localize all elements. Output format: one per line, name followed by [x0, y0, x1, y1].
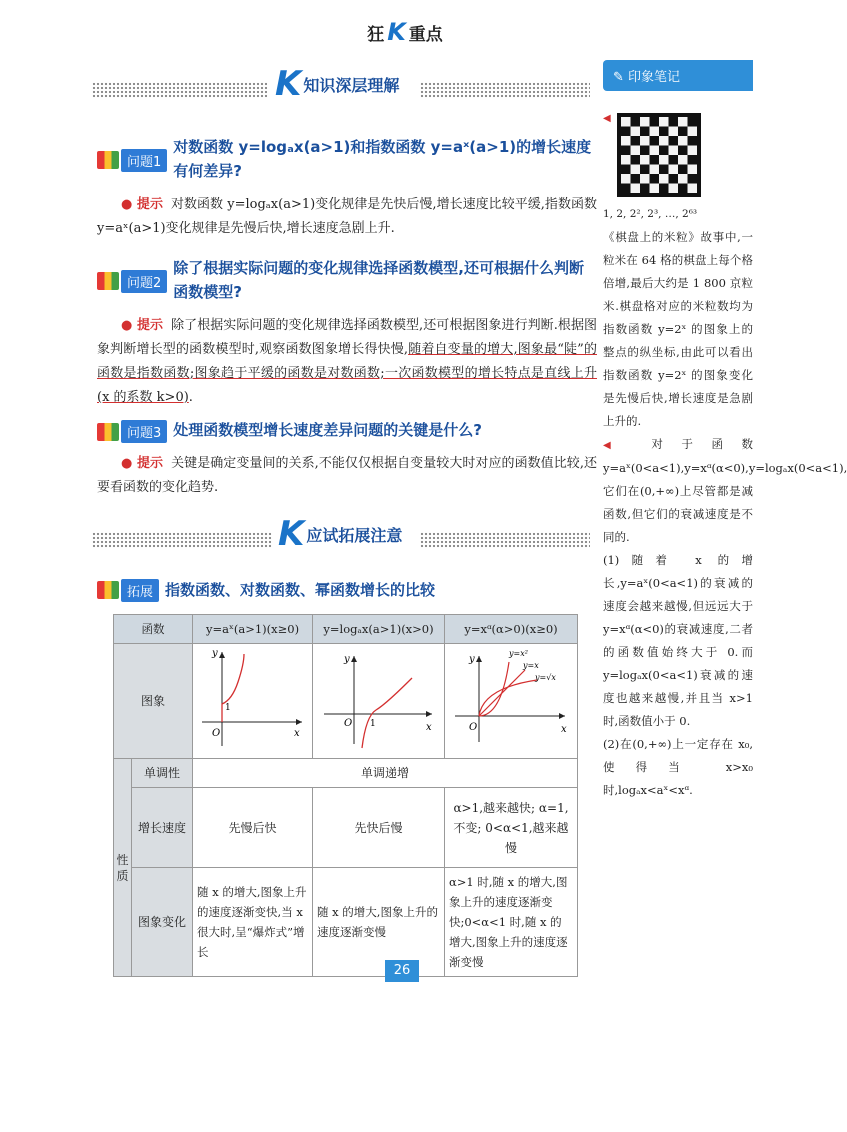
intercept-label: 1 — [369, 719, 376, 729]
k-logo-icon: K — [278, 514, 305, 554]
question-3 — [97, 418, 597, 443]
notebook-icon: ✎ — [613, 70, 624, 85]
row-label-monotonic: 单调性 — [131, 759, 192, 788]
speed-exp: 先慢后快 — [193, 788, 313, 868]
axis-y-label: y — [343, 654, 350, 665]
row-label-properties: 性质 — [114, 759, 132, 977]
extension-tag: 拓展 — [121, 579, 159, 602]
section-divider-right — [420, 532, 590, 548]
question-tag: 问题1 — [121, 149, 167, 172]
brand-right: 重点 — [408, 25, 443, 45]
sidebar-notes — [603, 60, 847, 802]
question-tag: 问题2 — [121, 270, 167, 293]
graph-power-cell — [444, 644, 577, 759]
curve-label-linear: y=x — [523, 661, 540, 670]
book-brand — [340, 18, 470, 46]
header-function: 函数 — [114, 615, 193, 644]
section-title-knowledge: K 知识深层理解 — [275, 64, 400, 104]
section-title-extension: K 应试拓展注意 — [278, 514, 403, 554]
origin-label: O — [211, 728, 220, 739]
question-tag: 问题3 — [121, 420, 167, 443]
log-graph — [314, 644, 444, 752]
row-label-speed: 增长速度 — [131, 788, 192, 868]
change-exp: 随 x 的增大,图象上升的速度逐渐变快,当 x 很大时,呈“爆炸式”增长 — [193, 868, 313, 977]
axis-x-label: x — [293, 728, 300, 739]
axis-y-label: y — [469, 654, 476, 665]
origin-label: O — [469, 722, 478, 733]
answer-2: ● 提示 除了根据实际问题的变化规律选择函数模型,还可根据图象进行判断.根据图象判断增长型的函数模型时,观察函数图象增长得快慢,随着自变量的增大,图象最“陡”的函数是指数函数;图象趋于平缓的函数是对数函数;一次函数模型的增长特点是直线上升(x 的系数 k>0). — [97, 318, 598, 405]
sidebar-header: ✎ 印象笔记 — [603, 60, 753, 91]
section-divider-left — [92, 82, 267, 98]
axis-x-label: x — [561, 724, 568, 735]
book-icon — [97, 423, 119, 441]
graph-exp-cell — [193, 644, 313, 759]
speed-log: 先快后慢 — [313, 788, 445, 868]
chessboard-icon — [617, 113, 701, 197]
answer-1: ● 提示 对数函数 y=logₐx(a>1)变化规律是先快后慢,增长速度比较平缓,指数函数 y=aˣ(a>1)变化规律是先慢后快,增长速度急剧上升. — [97, 197, 597, 236]
highlighted-answer: 随着自变量的增大,图象最“陡”的函数是指数函数;图象趋于平缓的函数是对数函数;一次函数模型的增长特点是直线上升(x 的系数 k>0) — [97, 342, 597, 405]
book-icon — [97, 581, 119, 599]
sequence-text: 1, 2, 2², 2³, …, 2⁶³ — [603, 208, 698, 220]
question-text: 处理函数模型增长速度差异问题的关键是什么? — [173, 421, 482, 439]
axis-x-label: x — [425, 722, 432, 733]
tip-label: ● 提示 — [121, 197, 163, 212]
note-decay-speed: (1)随着 x 的增长,y=aˣ(0<a<1)的衰减的速度会越来越慢,但远远大于 y=xᵅ(α<0)的衰减速度,二者的函数值始终大于 0.而 y=logₐx(0<a<1)衰减的速度也越来越慢,并且当 x>1 时,函数值小于 0. — [603, 553, 753, 728]
tip-label: ● 提示 — [121, 318, 164, 333]
brand-left: 狂 — [367, 25, 385, 45]
tip-label: ● 提示 — [121, 456, 164, 471]
question-text: 对数函数 y=logₐx(a>1)和指数函数 y=aˣ(a>1)的增长速度有何差异? — [173, 138, 592, 180]
change-log: 随 x 的增大,图象上升的速度逐渐变慢 — [313, 868, 445, 977]
curve-label-square: y=x² — [509, 649, 529, 658]
row-label-graph: 图象 — [114, 644, 193, 759]
note-existence: (2)在(0,+∞)上一定存在 x₀,使得当 x>x₀ 时,logₐx<aˣ<xᵅ. — [603, 737, 753, 797]
axis-y-label: y — [211, 648, 218, 659]
exp-graph — [194, 644, 312, 752]
monotonic-value: 单调递增 — [193, 759, 578, 788]
question-1 — [97, 135, 597, 183]
page-number: 26 — [385, 960, 419, 982]
k-logo-icon: K — [275, 64, 302, 104]
header-log: y=logₐx(a>1)(x>0) — [313, 615, 445, 644]
header-exp: y=aˣ(a>1)(x≥0) — [193, 615, 313, 644]
note-chessboard-story: 《棋盘上的米粒》故事中,一粒米在 64 格的棋盘上每个格倍增,最后大约是 1 800 京粒米.棋盘格对应的米粒数均为指数函数 y=2ˣ 的图象上的整点的纵坐标,由此可以看出指数函数 y=2ˣ 的图象变化是先慢后快,增长速度是急剧上升的. — [603, 230, 753, 428]
brand-k-logo: K — [387, 18, 406, 46]
comparison-table — [113, 614, 578, 977]
curve-label-sqrt: y=√x — [535, 673, 557, 682]
marker-icon: ◀ — [603, 440, 630, 451]
graph-log-cell — [313, 644, 445, 759]
extension-title: 指数函数、对数函数、幂函数增长的比较 — [165, 581, 436, 599]
book-icon — [97, 272, 119, 290]
section-divider-right — [420, 82, 590, 98]
origin-label: O — [343, 718, 352, 729]
marker-icon: ◀ — [603, 113, 611, 124]
speed-power: α>1,越来越快; α=1,不变; 0<α<1,越来越慢 — [444, 788, 577, 868]
change-power: α>1 时,随 x 的增大,图象上升的速度逐渐变快;0<α<1 时,随 x 的增大,图象上升的速度逐渐变慢 — [444, 868, 577, 977]
answer-3: ● 提示 关键是确定变量间的关系,不能仅仅根据自变量较大时对应的函数值比较,还要看函数的变化趋势. — [97, 456, 598, 495]
note-decreasing-functions: 对于函数 y=aˣ(0<a<1),y=xᵅ(α<0),y=logₐx(0<a<1),它们在(0,+∞)上尽管都是减函数,但它们的衰减速度是不同的. — [603, 437, 847, 544]
book-icon — [97, 151, 119, 169]
intercept-label: 1 — [224, 703, 231, 713]
question-text: 除了根据实际问题的变化规律选择函数模型,还可根据什么判断函数模型? — [173, 259, 584, 301]
header-power: y=xᵅ(α>0)(x≥0) — [444, 615, 577, 644]
row-label-change: 图象变化 — [131, 868, 192, 977]
section-divider-left — [92, 532, 272, 548]
power-graph — [445, 644, 576, 752]
question-2 — [97, 256, 597, 304]
extension-heading — [97, 578, 597, 602]
